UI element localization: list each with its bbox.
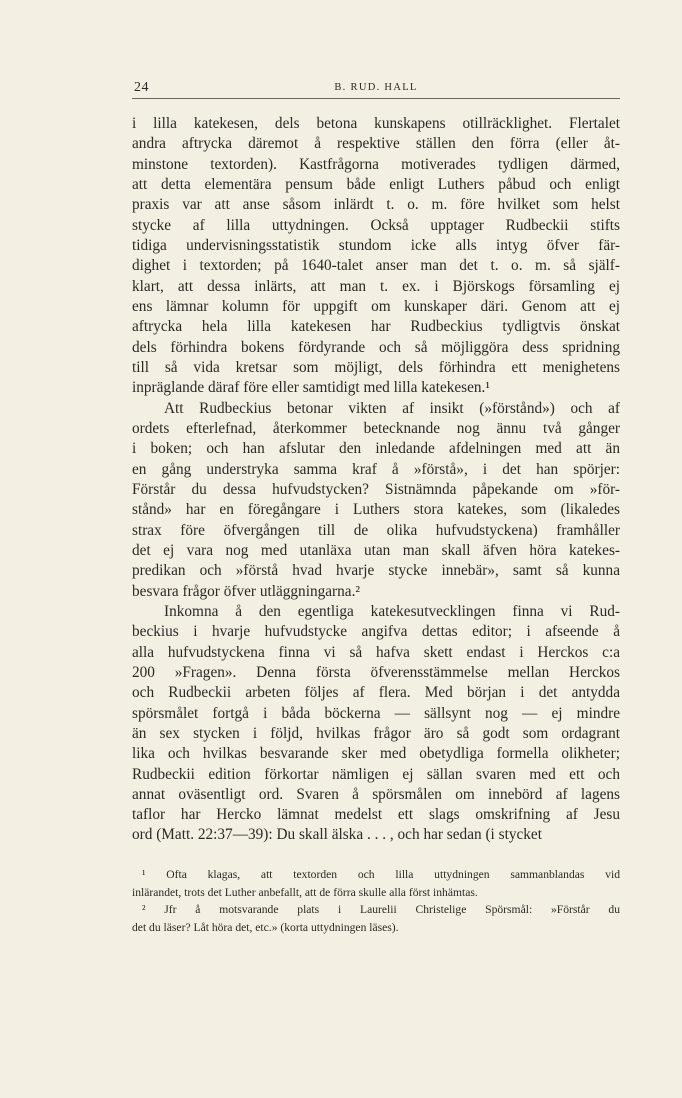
text-line: till så vida kretsar som möjligt, dels förhindra ett menighetens: [132, 358, 620, 376]
text-line: Inkomna å den egentliga katekesutvecklingen finna vi Rud-: [164, 602, 620, 620]
text-line: det ej vara nog med utanläxa utan man skall äfven höra katekes-: [132, 541, 620, 559]
text-line: stycke af lilla uttydningen. Också upptager Rudbeckii stifts: [132, 216, 620, 234]
text-line: beckius i hvarje hufvudstycke angifva dettas editor; i afseende å: [132, 623, 620, 641]
text-line: alla hufvudstyckena finna vi så hafva skett endast i Herckos c:a: [132, 643, 620, 661]
text-line: aftrycka hela lilla katekesen har Rudbeckius tydligtvis önskat: [132, 318, 620, 336]
text-line: i boken; och han afslutar den inledande afdelningen med att än: [132, 440, 620, 458]
text-line: predikan och »förstå hvad hvarje stycke innebär», samt så kunna: [132, 562, 620, 580]
page-header: [132, 80, 620, 99]
text-line: dels förhindra bokens fördyrande och så möjliggöra dess spridning: [132, 338, 620, 356]
text-line: taflor har Hercko lämnat medelst ett slags omskrifning af Jesu: [132, 806, 620, 824]
text-line: stånd» har en föregångare i Luthers stora katekes, som (likaledes: [132, 501, 620, 519]
text-line: klart, att dessa inlärts, att man t. ex. i Björskogs församling ej: [132, 277, 620, 295]
text-line: dighet i textorden; på 1640-talet anser man det t. o. m. så själf-: [132, 257, 620, 275]
text-line: Rudbeckii edition förkortar nämligen ej sällan svaren med ett och: [132, 765, 620, 783]
text-line: än sex stycken i följd, hvilkas frågor äro så godt som ordagrant: [132, 724, 620, 742]
footnotes: [132, 866, 620, 936]
running-head: B. RUD. HALL: [334, 82, 418, 93]
text-line: annat oväsentligt ord. Svaren å spörsmålen om innebörd af lagens: [132, 785, 620, 803]
text-line: att detta elementära pensum både enligt Luthers påbud och enligt: [132, 175, 620, 193]
text-line: Förstår du dessa hufvudstycken? Sistnämnda påpekande om »för-: [132, 480, 620, 498]
text-line: Att Rudbeckius betonar vikten af insikt (»förstånd») och af: [164, 399, 620, 417]
text-line: i lilla katekesen, dels betona kunskapens otillräcklighet. Flertalet: [132, 115, 620, 132]
text-line: ordets efterlefnad, återkommer betecknande nog ännu två gånger: [132, 419, 620, 437]
text-line: 200 »Fragen». Denna första öfverensstämmelse mellan Herckos: [132, 663, 620, 681]
footnote-line: det du läser? Låt höra det, etc.» (korta uttydningen läses).: [132, 920, 399, 934]
text-line: besvara frågor öfver utläggningarna.²: [132, 582, 360, 600]
text-line: en gång understryka samma kraf å »förstå», i det han spörjer:: [132, 460, 620, 478]
text-line: inpräglande däraf före eller samtidigt med lilla katekesen.¹: [132, 379, 490, 397]
text-line: andra aftrycka däremot å respektive ställen den förra (eller åt-: [132, 135, 620, 153]
page-number: 24: [134, 80, 149, 95]
footnote-line: inlärandet, trots det Luther anbefallt, att de förra skulle alla först inhämtas.: [132, 885, 478, 899]
text-line: strax före öfvergången till de olika hufvudstyckena) framhåller: [132, 521, 620, 539]
text-line: praxis var att anse såsom inlärdt t. o. m. före hvilket som helst: [132, 196, 620, 214]
text-line: tidiga undervisningsstatistik stundom icke alls intyg öfver fär-: [132, 236, 620, 254]
text-line: ens lämnar kolumn för uppgift om kunskaper däri. Genom att ej: [132, 297, 620, 315]
text-line: och Rudbeckii arbeten följes af flera. Med början i det antydda: [132, 684, 620, 702]
text-line: minstone textorden). Kastfrågorna motiverades tydligen därmed,: [132, 155, 620, 173]
footnote-line: ² Jfr å motsvarande plats i Laurelii Christelige Spörsmål: »Förstår du: [142, 903, 620, 916]
text-line: ord (Matt. 22:37—39): Du skall älska . . . , och har sedan (i stycket: [132, 826, 542, 844]
footnote-line: ¹ Ofta klagas, att textorden och lilla uttydningen sammanblandas vid: [142, 868, 620, 881]
body-text: [132, 114, 620, 846]
text-line: lika och hvilkas besvarande sker med obetydliga formella olikheter;: [132, 745, 620, 763]
text-line: spörsmålet fortgå i båda böckerna — sällsynt nog — ej mindre: [132, 704, 620, 722]
